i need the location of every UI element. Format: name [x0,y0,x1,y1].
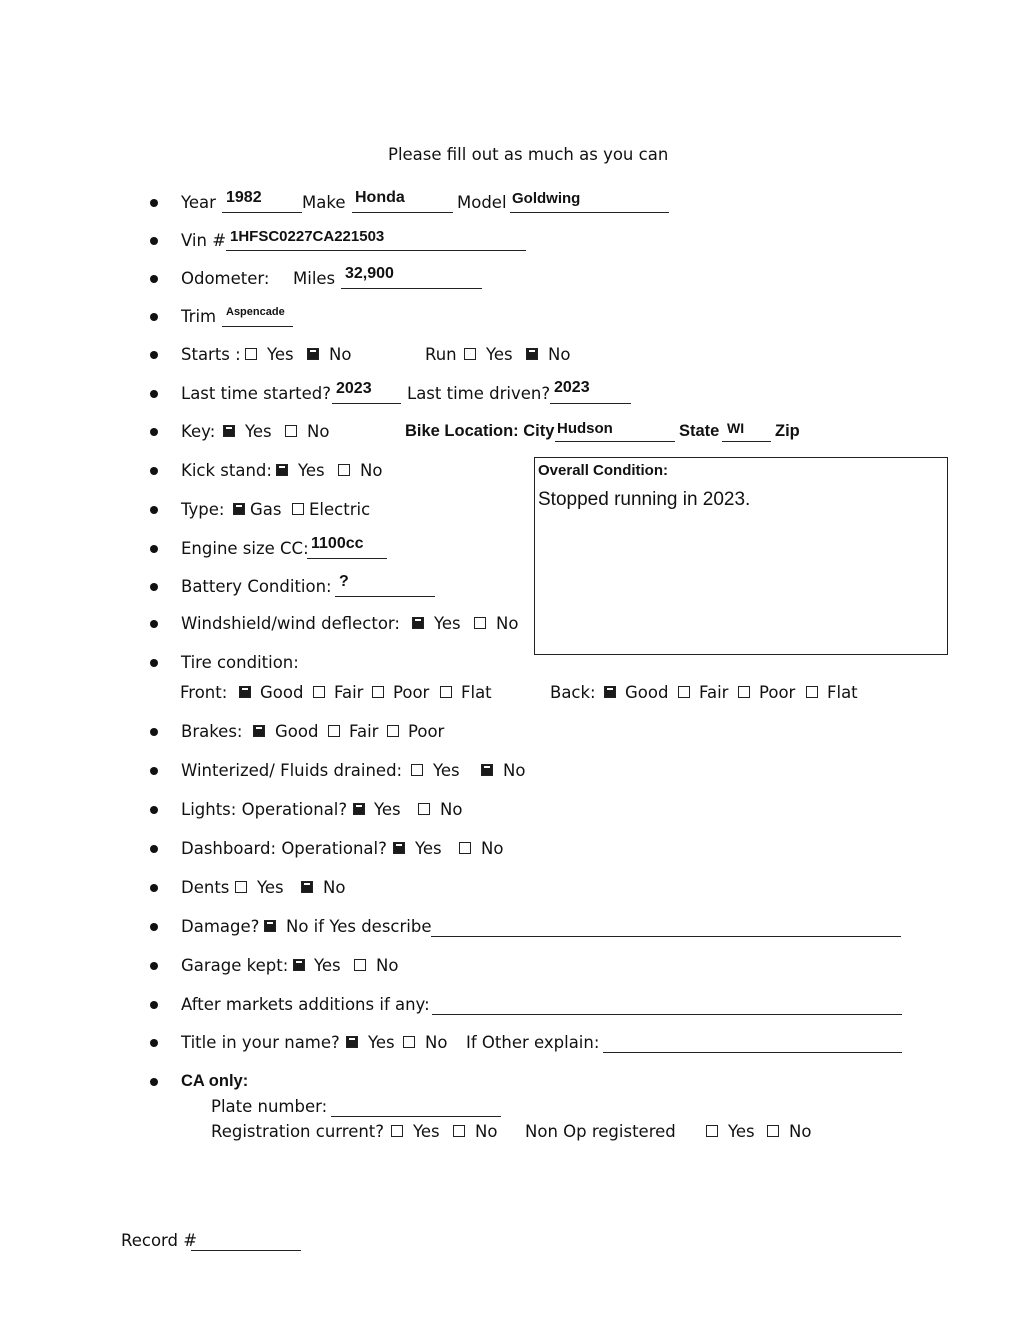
title-label: Title in your name? [181,1033,340,1052]
non-op-yes-checkbox[interactable] [706,1125,718,1137]
bullet [150,237,158,245]
bullet [150,659,158,667]
record-label: Record # [121,1231,198,1250]
brakes-poor-checkbox[interactable] [387,725,399,737]
make-value: Honda [355,189,405,206]
damage-label: Damage? [181,917,260,936]
brakes-label: Brakes: [181,722,243,741]
title-yes-label: Yes [368,1033,395,1052]
front-flat-label: Flat [461,683,492,702]
zip-label: Zip [775,422,800,440]
garage-no-label: No [376,956,399,975]
last-started-value: 2023 [336,380,372,397]
front-fair-checkbox[interactable] [313,686,325,698]
lights-yes-label: Yes [374,800,401,819]
windshield-label: Windshield/wind deflector: [181,614,400,633]
title-no-checkbox[interactable] [403,1036,415,1048]
damage-describe-field[interactable] [431,916,901,937]
city-value: Hudson [557,420,613,437]
tire-back-label: Back: [550,683,596,702]
brakes-fair-checkbox[interactable] [328,725,340,737]
odometer-label: Odometer: [181,269,270,288]
ca-only-label: CA only: [181,1072,249,1090]
run-no-label: No [548,345,571,364]
title-other-field[interactable] [603,1032,902,1053]
model-value: Goldwing [512,190,581,207]
non-op-label: Non Op registered [525,1122,676,1141]
dents-no-checkbox[interactable] [301,881,313,893]
bullet [150,506,158,514]
key-no-label: No [307,422,330,441]
registration-no-label: No [475,1122,498,1141]
windshield-yes-checkbox[interactable] [412,617,424,629]
model-label: Model [457,193,507,212]
non-op-yes-label: Yes [728,1122,755,1141]
type-gas-label: Gas [250,500,282,519]
bullet [150,728,158,736]
last-driven-label: Last time driven? [407,384,551,403]
state-value: WI [727,420,745,436]
dashboard-yes-label: Yes [415,839,442,858]
brakes-poor-label: Poor [408,722,445,741]
overall-condition-label: Overall Condition: [538,462,669,479]
bullet [150,545,158,553]
plate-number-field[interactable] [331,1096,501,1117]
dashboard-label: Dashboard: Operational? [181,839,387,858]
front-poor-checkbox[interactable] [372,686,384,698]
garage-yes-checkbox[interactable] [293,959,305,971]
key-label: Key: [181,422,216,441]
damage-no-checkbox[interactable] [264,920,276,932]
front-good-checkbox[interactable] [239,686,251,698]
brakes-fair-label: Fair [349,722,379,741]
run-yes-checkbox[interactable] [464,348,476,360]
lights-no-checkbox[interactable] [418,803,430,815]
registration-yes-checkbox[interactable] [391,1125,403,1137]
kick-stand-no-checkbox[interactable] [338,464,350,476]
form-header: Please fill out as much as you can [388,145,669,164]
bullet [150,583,158,591]
run-yes-label: Yes [486,345,513,364]
dents-label: Dents [181,878,230,897]
lights-label: Lights: Operational? [181,800,348,819]
bullet [150,428,158,436]
registration-no-checkbox[interactable] [453,1125,465,1137]
year-value: 1982 [226,189,262,206]
bullet [150,767,158,775]
back-good-checkbox[interactable] [604,686,616,698]
run-no-checkbox[interactable] [526,348,538,360]
battery-label: Battery Condition: [181,577,332,596]
type-gas-checkbox[interactable] [233,503,245,515]
title-no-label: No [425,1033,448,1052]
back-good-label: Good [625,683,669,702]
front-flat-checkbox[interactable] [440,686,452,698]
non-op-no-checkbox[interactable] [767,1125,779,1137]
make-label: Make [302,193,346,212]
lights-no-label: No [440,800,463,819]
last-driven-value: 2023 [554,379,590,396]
front-good-label: Good [260,683,304,702]
state-label: State [679,422,720,440]
kick-stand-yes-checkbox[interactable] [276,464,288,476]
garage-label: Garage kept: [181,956,289,975]
winterized-no-label: No [503,761,526,780]
bullet [150,923,158,931]
starts-yes-checkbox[interactable] [245,348,257,360]
vin-value: 1HFSC0227CA221503 [230,228,385,245]
dashboard-no-label: No [481,839,504,858]
bullet [150,351,158,359]
kick-stand-no-label: No [360,461,383,480]
battery-value: ? [339,573,349,590]
starts-yes-label: Yes [267,345,294,364]
garage-no-checkbox[interactable] [354,959,366,971]
tire-front-label: Front: [180,683,228,702]
back-poor-label: Poor [759,683,796,702]
trim-value: Aspencade [226,306,285,318]
miles-value: 32,900 [345,265,394,282]
bullet [150,962,158,970]
garage-yes-label: Yes [314,956,341,975]
lights-yes-checkbox[interactable] [353,803,365,815]
engine-value: 1100cc [311,535,364,552]
bullet [150,845,158,853]
bullet [150,806,158,814]
dents-yes-label: Yes [257,878,284,897]
back-fair-label: Fair [699,683,729,702]
bike-location-label: Bike Location: City [405,422,555,440]
bullet [150,1078,158,1086]
winterized-no-checkbox[interactable] [481,764,493,776]
bullet [150,390,158,398]
windshield-no-label: No [496,614,519,633]
brakes-good-checkbox[interactable] [253,725,265,737]
winterized-yes-checkbox[interactable] [411,764,423,776]
aftermarket-label: After markets additions if any: [181,995,430,1014]
overall-condition-box[interactable] [534,457,948,655]
non-op-no-label: No [789,1122,812,1141]
bullet [150,1039,158,1047]
plate-number-label: Plate number: [211,1097,328,1116]
vin-label: Vin # [181,231,227,250]
run-label: Run [425,345,457,364]
bullet [150,884,158,892]
back-fair-checkbox[interactable] [678,686,690,698]
windshield-yes-label: Yes [434,614,461,633]
type-electric-label: Electric [309,500,371,519]
battery-field[interactable] [335,576,435,597]
dents-yes-checkbox[interactable] [235,881,247,893]
registration-yes-label: Yes [413,1122,440,1141]
key-yes-checkbox[interactable] [223,425,235,437]
miles-label: Miles [293,269,336,288]
title-other-label: If Other explain: [466,1033,600,1052]
overall-condition-text: Stopped running in 2023. [538,489,751,510]
kick-stand-yes-label: Yes [298,461,325,480]
starts-no-checkbox[interactable] [307,348,319,360]
bullet [150,1001,158,1009]
winterized-label: Winterized/ Fluids drained: [181,761,403,780]
starts-label: Starts : [181,345,241,364]
title-yes-checkbox[interactable] [346,1036,358,1048]
type-label: Type: [181,500,225,519]
starts-no-label: No [329,345,352,364]
bullet [150,313,158,321]
dents-no-label: No [323,878,346,897]
kick-stand-label: Kick stand: [181,461,272,480]
aftermarket-field[interactable] [432,994,902,1015]
back-flat-checkbox[interactable] [806,686,818,698]
front-poor-label: Poor [393,683,430,702]
brakes-good-label: Good [275,722,319,741]
registration-label: Registration current? [211,1122,385,1141]
bullet [150,199,158,207]
key-yes-label: Yes [245,422,272,441]
winterized-yes-label: Yes [433,761,460,780]
bullet [150,467,158,475]
windshield-no-checkbox[interactable] [474,617,486,629]
trim-label: Trim [181,307,217,326]
dashboard-no-checkbox[interactable] [459,842,471,854]
type-electric-checkbox[interactable] [292,503,304,515]
front-fair-label: Fair [334,683,364,702]
engine-label: Engine size CC: [181,539,309,558]
damage-text: No if Yes describe [286,917,432,936]
bullet [150,275,158,283]
bullet [150,620,158,628]
last-started-label: Last time started? [181,384,331,403]
key-no-checkbox[interactable] [285,425,297,437]
tire-condition-label: Tire condition: [181,653,299,672]
back-poor-checkbox[interactable] [738,686,750,698]
record-field[interactable] [191,1230,301,1251]
back-flat-label: Flat [827,683,858,702]
dashboard-yes-checkbox[interactable] [393,842,405,854]
year-label: Year [181,193,216,212]
